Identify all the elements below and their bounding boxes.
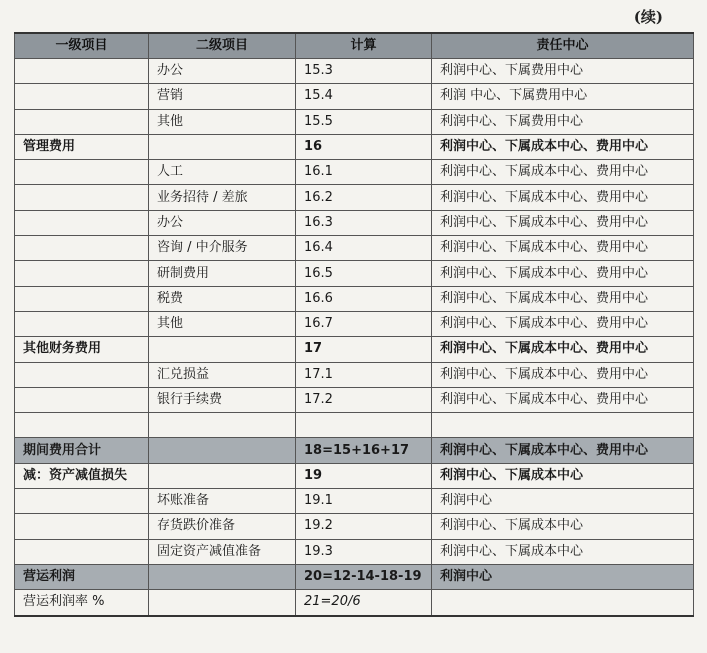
level1-item-cell: [15, 160, 149, 185]
level1-item-cell: 期间费用合计: [15, 438, 149, 463]
level1-item-cell: [15, 109, 149, 134]
level2-item-cell: 存货跌价准备: [149, 514, 296, 539]
calculation-cell: 16.6: [296, 286, 432, 311]
level2-item-cell: [149, 438, 296, 463]
calculation-cell: 16: [296, 134, 432, 159]
responsibility-center-cell: 利润中心、下属成本中心、费用中心: [432, 286, 694, 311]
level2-item-cell: [149, 463, 296, 488]
table-row: [15, 84, 694, 109]
calculation-cell: 16.4: [296, 236, 432, 261]
calculation-cell: 15.4: [296, 84, 432, 109]
table-row: [15, 463, 694, 488]
calculation-cell: 15.3: [296, 59, 432, 84]
level2-item-cell: [149, 337, 296, 362]
calculation-cell: 19.3: [296, 539, 432, 564]
level2-item-cell: 其他: [149, 109, 296, 134]
table-row: [15, 337, 694, 362]
responsibility-center-cell: 利润中心、下属成本中心、费用中心: [432, 438, 694, 463]
calculation-cell: 19.2: [296, 514, 432, 539]
level2-item-cell: [149, 564, 296, 589]
table-row: [15, 362, 694, 387]
table-row: [15, 564, 694, 589]
responsibility-center-cell: 利润中心、下属成本中心: [432, 463, 694, 488]
responsibility-center-cell: 利润中心、下属费用中心: [432, 59, 694, 84]
table-row: [15, 261, 694, 286]
calculation-cell: 19.1: [296, 489, 432, 514]
calculation-cell: 16.2: [296, 185, 432, 210]
calculation-cell: 16.7: [296, 311, 432, 336]
header-calculation: 计算: [296, 33, 432, 59]
responsibility-center-cell: 利润中心、下属成本中心: [432, 539, 694, 564]
header-level2-item: 二级项目: [149, 33, 296, 59]
level1-item-cell: 营运利润率 %: [15, 590, 149, 616]
level1-item-cell: [15, 185, 149, 210]
level2-item-cell: 人工: [149, 160, 296, 185]
calculation-cell: 21=20/6: [296, 590, 432, 616]
level1-item-cell: 其他财务费用: [15, 337, 149, 362]
table-row: [15, 134, 694, 159]
level1-item-cell: [15, 311, 149, 336]
responsibility-center-cell: 利润中心、下属成本中心、费用中心: [432, 185, 694, 210]
level2-item-cell: 研制费用: [149, 261, 296, 286]
level1-item-cell: [15, 210, 149, 235]
table-row: [15, 387, 694, 412]
calculation-cell: 18=15+16+17: [296, 438, 432, 463]
level1-item-cell: [15, 84, 149, 109]
level2-item-cell: 营销: [149, 84, 296, 109]
level1-item-cell: [15, 261, 149, 286]
responsibility-center-cell: 利润中心: [432, 489, 694, 514]
level2-item-cell: [149, 413, 296, 438]
table-row: [15, 236, 694, 261]
table-row: [15, 413, 694, 438]
continued-label: (续): [633, 8, 663, 26]
level1-item-cell: [15, 59, 149, 84]
calculation-cell: 19: [296, 463, 432, 488]
calculation-cell: 16.3: [296, 210, 432, 235]
responsibility-center-cell: 利润中心、下属成本中心、费用中心: [432, 387, 694, 412]
responsibility-center-cell: 利润中心、下属成本中心、费用中心: [432, 261, 694, 286]
level1-item-cell: [15, 413, 149, 438]
table-row: [15, 109, 694, 134]
calculation-cell: [296, 413, 432, 438]
level2-item-cell: [149, 590, 296, 616]
table-row: [15, 311, 694, 336]
level2-item-cell: 其他: [149, 311, 296, 336]
responsibility-center-cell: 利润 中心、下属费用中心: [432, 84, 694, 109]
responsibility-center-cell: [432, 413, 694, 438]
level1-item-cell: [15, 362, 149, 387]
level1-item-cell: [15, 514, 149, 539]
responsibility-center-cell: [432, 590, 694, 616]
responsibility-center-cell: 利润中心、下属费用中心: [432, 109, 694, 134]
level1-item-cell: [15, 236, 149, 261]
responsibility-center-cell: 利润中心、下属成本中心、费用中心: [432, 210, 694, 235]
calculation-cell: 17: [296, 337, 432, 362]
level2-item-cell: 办公: [149, 210, 296, 235]
calculation-cell: 17.2: [296, 387, 432, 412]
level2-item-cell: 汇兑损益: [149, 362, 296, 387]
level2-item-cell: 坏账准备: [149, 489, 296, 514]
calculation-cell: 20=12-14-18-19: [296, 564, 432, 589]
level1-item-cell: [15, 489, 149, 514]
responsibility-center-cell: 利润中心、下属成本中心、费用中心: [432, 160, 694, 185]
calculation-cell: 16.1: [296, 160, 432, 185]
table-row: [15, 514, 694, 539]
table-row: [15, 590, 694, 616]
responsibility-center-cell: 利润中心、下属成本中心、费用中心: [432, 337, 694, 362]
table-body: [15, 59, 694, 616]
responsibility-center-cell: 利润中心、下属成本中心、费用中心: [432, 236, 694, 261]
table-row: [15, 489, 694, 514]
calculation-cell: 17.1: [296, 362, 432, 387]
table-header-row: [15, 33, 694, 59]
header-responsibility-center: 责任中心: [432, 33, 694, 59]
calculation-cell: 16.5: [296, 261, 432, 286]
responsibility-center-cell: 利润中心、下属成本中心: [432, 514, 694, 539]
table-row: [15, 59, 694, 84]
level2-item-cell: 银行手续费: [149, 387, 296, 412]
table-row: [15, 160, 694, 185]
calculation-cell: 15.5: [296, 109, 432, 134]
level1-item-cell: 管理费用: [15, 134, 149, 159]
header-level1-item: 一级项目: [15, 33, 149, 59]
table-row: [15, 539, 694, 564]
level1-item-cell: [15, 286, 149, 311]
level1-item-cell: 营运利润: [15, 564, 149, 589]
level2-item-cell: 咨询 / 中介服务: [149, 236, 296, 261]
level1-item-cell: [15, 539, 149, 564]
table-row: [15, 210, 694, 235]
table-row: [15, 185, 694, 210]
level1-item-cell: [15, 387, 149, 412]
table-row: [15, 286, 694, 311]
responsibility-center-cell: 利润中心: [432, 564, 694, 589]
table-row: [15, 438, 694, 463]
level2-item-cell: 办公: [149, 59, 296, 84]
level2-item-cell: 业务招待 / 差旅: [149, 185, 296, 210]
level1-item-cell: 减：资产减值损失: [15, 463, 149, 488]
responsibility-center-cell: 利润中心、下属成本中心、费用中心: [432, 134, 694, 159]
responsibility-center-cell: 利润中心、下属成本中心、费用中心: [432, 311, 694, 336]
level2-item-cell: 税费: [149, 286, 296, 311]
responsibility-center-cell: 利润中心、下属成本中心、费用中心: [432, 362, 694, 387]
cost-center-table: [14, 32, 694, 617]
level2-item-cell: 固定资产减值准备: [149, 539, 296, 564]
level2-item-cell: [149, 134, 296, 159]
